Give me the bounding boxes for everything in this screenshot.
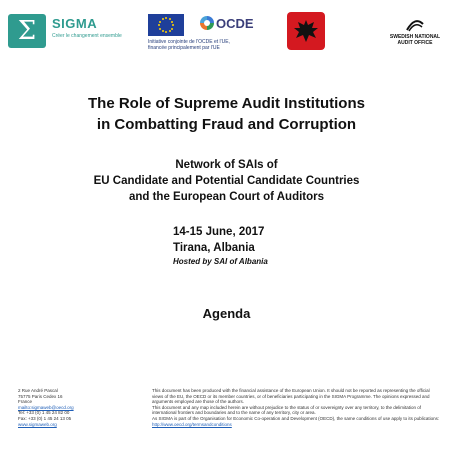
eu-star	[158, 24, 160, 26]
tel-line: Tel: +33 (0) 1 45 24 82 00	[18, 410, 70, 416]
eu-tagline-line-1: Initiative conjointe de l'OCDE et l'UE,	[148, 39, 230, 45]
disclaimer-2: This document and any map included herein are without prejudice to the status of or sovereignty over any territory, to the delimitation of international frontiers and boundaries and to the name of any territory, city or area.	[152, 404, 422, 416]
eu-star	[169, 30, 171, 32]
nao-emblem-icon	[406, 18, 424, 32]
address-line-1: 2 Rue André Pascal	[18, 388, 58, 393]
document-title-line-1: The Role of Supreme Audit Institutions	[88, 95, 365, 112]
fax-line: Fax: +33 (0) 1 45 24 13 05	[18, 415, 72, 421]
address-line-3: France	[18, 399, 33, 405]
eu-star	[172, 24, 174, 26]
network-line-3: and the European Court of Auditors	[128, 191, 325, 203]
sigma-tagline: Créer le changement ensemble	[52, 33, 122, 39]
disclaimer-1: This document has been produced with the financial assistance of the European Union. It should not be reported as representing the official views of the EU, the OECD or its member countries, or of beneficiaries participating in the SIGMA Programme. The opinions expressed and arguments employed are those of the authors.	[152, 388, 430, 405]
sigma-symbol-icon: Σ	[8, 14, 46, 48]
network-line-2: EU Candidate and Potential Candidate Countries	[93, 175, 360, 187]
event-location: Tirana, Albania	[173, 242, 255, 254]
sigma-logo	[8, 14, 138, 48]
address-line-2: 75775 Paris Cedex 16	[18, 393, 63, 399]
eu-star	[165, 31, 167, 33]
agenda-heading: Agenda	[202, 306, 251, 321]
eu-star	[171, 21, 173, 23]
event-host: Hosted by SAI of Albania	[173, 257, 268, 266]
oecd-name: OCDE	[216, 16, 254, 31]
eu-tagline-line-2: financée principalement par l'UE	[148, 45, 220, 51]
eu-tagline	[148, 39, 230, 51]
disclaimer-block	[152, 388, 442, 427]
eu-star	[165, 17, 167, 19]
sigma-name: SIGMA	[52, 16, 98, 31]
eu-star	[159, 21, 161, 23]
contact-block	[18, 388, 74, 427]
eu-flag-icon	[148, 14, 184, 36]
terms-link[interactable]: http://www.oecd.org/termsandconditions	[152, 421, 232, 427]
eu-star	[162, 30, 164, 32]
nao-name-line-1: SWEDISH NATIONAL	[389, 34, 441, 40]
eu-star	[169, 18, 171, 20]
eu-star	[171, 28, 173, 30]
network-line-1: Network of SAIs of	[175, 159, 278, 171]
website-link[interactable]: www.sigmaweb.org	[18, 421, 57, 427]
email-link[interactable]: mailto:sigmaweb@oecd.org	[18, 404, 74, 410]
swedish-nao-logo	[382, 18, 448, 50]
document-title-line-2: in Combatting Fraud and Corruption	[96, 116, 357, 133]
oecd-logo-icon	[200, 16, 214, 30]
nao-name-line-2: AUDIT OFFICE	[397, 40, 433, 46]
albania-emblem-icon	[287, 12, 325, 50]
eu-star	[162, 18, 164, 20]
event-date: 14-15 June, 2017	[173, 226, 265, 238]
nao-name	[382, 34, 448, 46]
disclaimer-3: As SIGMA is part of the Organisation for Economic Co-operation and Development (OECD), the same conditions of use apply to its publications:	[152, 415, 440, 421]
eu-oecd-logo	[148, 14, 258, 52]
eu-star	[159, 28, 161, 30]
